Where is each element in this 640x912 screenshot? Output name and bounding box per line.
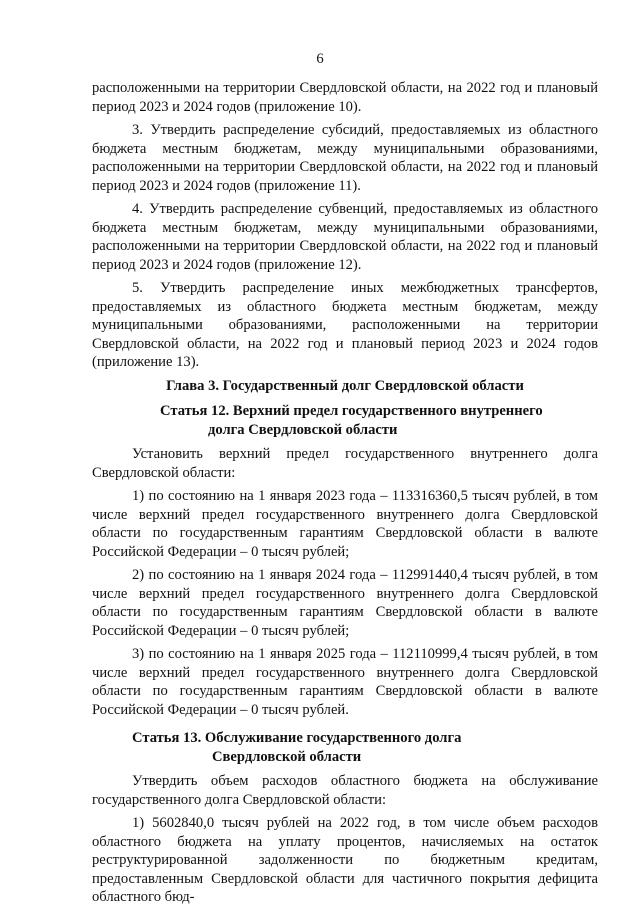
paragraph: 3. Утвердить распределение субсидий, предоставляемых из областного бюджета местным бюджетам, между муниципальными образованиями, расположенными на территории Свердловской области, на 2022 год и плановый период 2023 и 2024 годов (приложение 11).: [92, 122, 598, 194]
article-12-item: 1) по состоянию на 1 января 2023 года – 113316360,5 тысяч рублей, в том числе верхний предел государственного внутреннего долга Свердловской области по государственным гарантиям Свердловской области в валюте Российской Федерации – 0 тысяч рублей;: [92, 488, 598, 560]
paragraph: 5. Утвердить распределение иных межбюджетных трансфертов, предоставляемых из областного бюджета местным бюджетам, между муниципальными образованиями, расположенными на территории Свердловской области, на 2022 год и плановый период 2023 и 2024 годов (приложение 13).: [92, 280, 598, 370]
article-13-title-line1: Статья 13. Обслуживание государственного долга: [132, 730, 462, 746]
article-12-item: 3) по состоянию на 1 января 2025 года – 112110999,4 тысяч рублей, в том числе верхний предел государственного внутреннего долга Свердловской области по государственным гарантиям Свердловской области в валюте Российской Федерации – 0 тысяч рублей.: [92, 646, 598, 718]
article-13-title-line2: Свердловской области: [212, 748, 362, 765]
article-12-title-line2: долга Свердловской области: [208, 421, 398, 438]
paragraph: расположенными на территории Свердловской области, на 2022 год и плановый период 2023 и 2024 годов (приложение 10).: [92, 80, 598, 115]
document-body: [92, 79, 598, 912]
article-12-item: 2) по состоянию на 1 января 2024 года – 112991440,4 тысяч рублей, в том числе верхний предел государственного внутреннего долга Свердловской области по государственным гарантиям Свердловской области в валюте Российской Федерации – 0 тысяч рублей;: [92, 567, 598, 639]
page-number: 6: [316, 51, 324, 67]
article-12-title: [92, 402, 598, 439]
article-13-title: [92, 729, 598, 766]
article-13-item: 1) 5602840,0 тысяч рублей на 2022 год, в том числе объем расходов областного бюджета на уплату процентов, начисляемых на остаток реструктурированной задолженности по бюджетным кредитам, предоставленным Свердловской области для частичного покрытия дефицита областного бюд-: [92, 815, 598, 905]
article-12-intro: Установить верхний предел государственного внутреннего долга Свердловской области:: [92, 446, 598, 481]
paragraph: 4. Утвердить распределение субвенций, предоставляемых из областного бюджета местным бюджетам, между муниципальными образованиями, расположенными на территории Свердловской области, на 2022 год и плановый период 2023 и 2024 годов (приложение 12).: [92, 201, 598, 273]
chapter-title: Глава 3. Государственный долг Свердловской области: [166, 377, 524, 394]
article-13-intro: Утвердить объем расходов областного бюджета на обслуживание государственного долга Свердловской области:: [92, 773, 598, 808]
article-12-title-line1: Статья 12. Верхний предел государственного внутреннего: [160, 403, 543, 419]
